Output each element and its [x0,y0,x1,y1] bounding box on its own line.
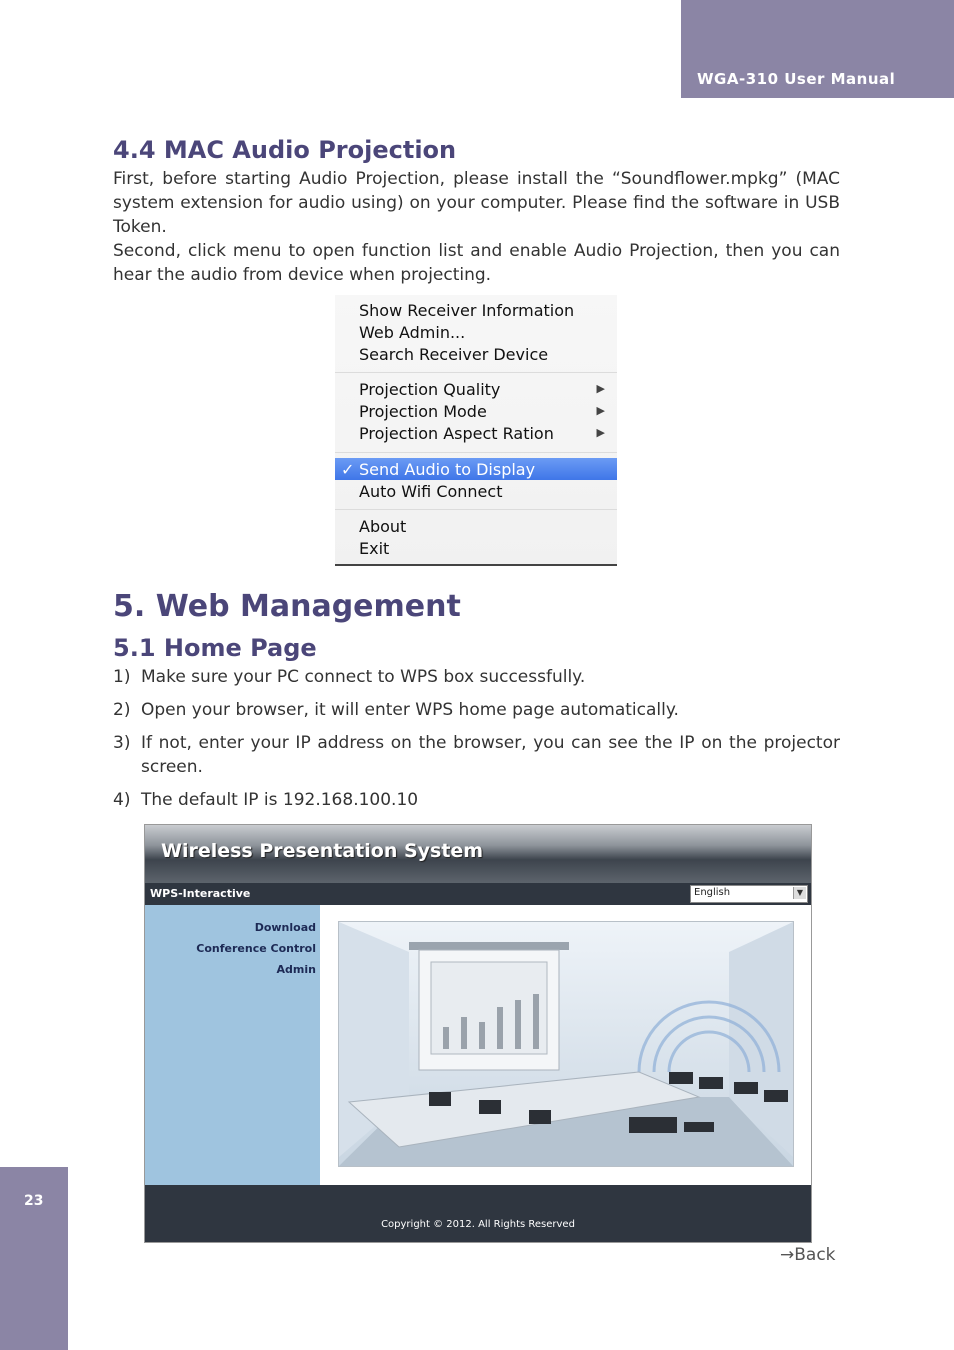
list-text: The default IP is 192.168.100.10 [141,790,419,810]
wps-banner [145,825,811,883]
banner-title: Wireless Presentation System [161,840,484,862]
menu-item-label: Auto Wifi Connect [359,482,503,501]
language-select[interactable] [690,885,808,903]
header-tab [681,0,954,98]
menu-separator [335,509,617,510]
menu-item-label: Projection Quality [359,380,501,399]
page-number-tab [0,1167,68,1350]
menu-item-label: Projection Aspect Ration [359,424,554,443]
list-text: Make sure your PC connect to WPS box successfully. [141,667,586,687]
menu-item-auto-wifi-connect[interactable] [335,480,617,502]
section-5-heading: 5. Web Management [113,589,461,624]
submenu-arrow-icon: ▶ [596,382,605,395]
wps-sidebar [145,905,320,1185]
menu-item-label: About [359,517,407,536]
mac-context-menu [335,295,617,566]
checkmark-icon: ✓ [341,460,355,479]
list-number: 3) [113,733,131,753]
section-5-1-heading: 5.1 Home Page [113,634,317,662]
submenu-arrow-icon: ▶ [596,426,605,439]
list-number: 4) [113,790,131,810]
menu-item-projection-aspect-ration[interactable] [335,422,617,444]
back-link[interactable]: →Back [780,1245,836,1265]
menu-item-label: Show Receiver Information [359,301,575,320]
web-admin-screenshot [144,824,812,1243]
sidebar-link-admin[interactable]: Admin [276,963,316,976]
list-number: 2) [113,700,131,720]
section-4-4-heading: 4.4 MAC Audio Projection [113,136,457,164]
menu-item-projection-quality[interactable] [335,378,617,400]
language-value: English [694,887,731,898]
copyright-text: Copyright © 2012. All Rights Reserved [381,1219,575,1230]
list-number: 1) [113,667,131,687]
menu-item-label: Projection Mode [359,402,487,421]
menu-item-label: Web Admin... [359,323,466,342]
wps-footer [145,1185,811,1242]
menu-separator [335,452,617,453]
wps-brand: WPS-Interactive [150,887,251,900]
menu-item-send-audio-to-display[interactable] [335,458,617,480]
menu-item-label: Send Audio to Display [359,460,536,479]
conference-room-illustration [338,921,794,1167]
menu-item-label: Exit [359,539,390,558]
wps-main-area [320,905,811,1185]
manual-title: WGA-310 User Manual [697,70,896,88]
menu-item-about[interactable] [335,515,617,537]
menu-item-exit[interactable] [335,537,617,559]
section-4-4-paragraph-2: Second, click menu to open function list and enable Audio Projection, then you can hear the audio from device when projecting. [113,241,840,285]
chevron-down-icon[interactable]: ▼ [793,887,806,899]
menu-item-label: Search Receiver Device [359,345,549,364]
menu-item-projection-mode[interactable] [335,400,617,422]
sidebar-link-conference-control[interactable]: Conference Control [196,942,316,955]
list-text: If not, enter your IP address on the browser, you can see the IP on the projector screen. [141,733,840,777]
menu-item-search-receiver-device[interactable] [335,343,617,365]
menu-item-web-admin[interactable] [335,321,617,343]
menu-separator [335,372,617,373]
submenu-arrow-icon: ▶ [596,404,605,417]
page-number: 23 [24,1193,44,1209]
wps-navbar [145,883,811,905]
list-text: Open your browser, it will enter WPS home page automatically. [141,700,679,720]
menu-item-show-receiver-information[interactable] [335,299,617,321]
section-4-4-paragraph-1: First, before starting Audio Projection, please install the “Soundflower.mpkg” (MAC system extension for audio using) on your computer. Please find the software in USB Token. [113,169,840,237]
sidebar-link-download[interactable]: Download [254,921,316,934]
